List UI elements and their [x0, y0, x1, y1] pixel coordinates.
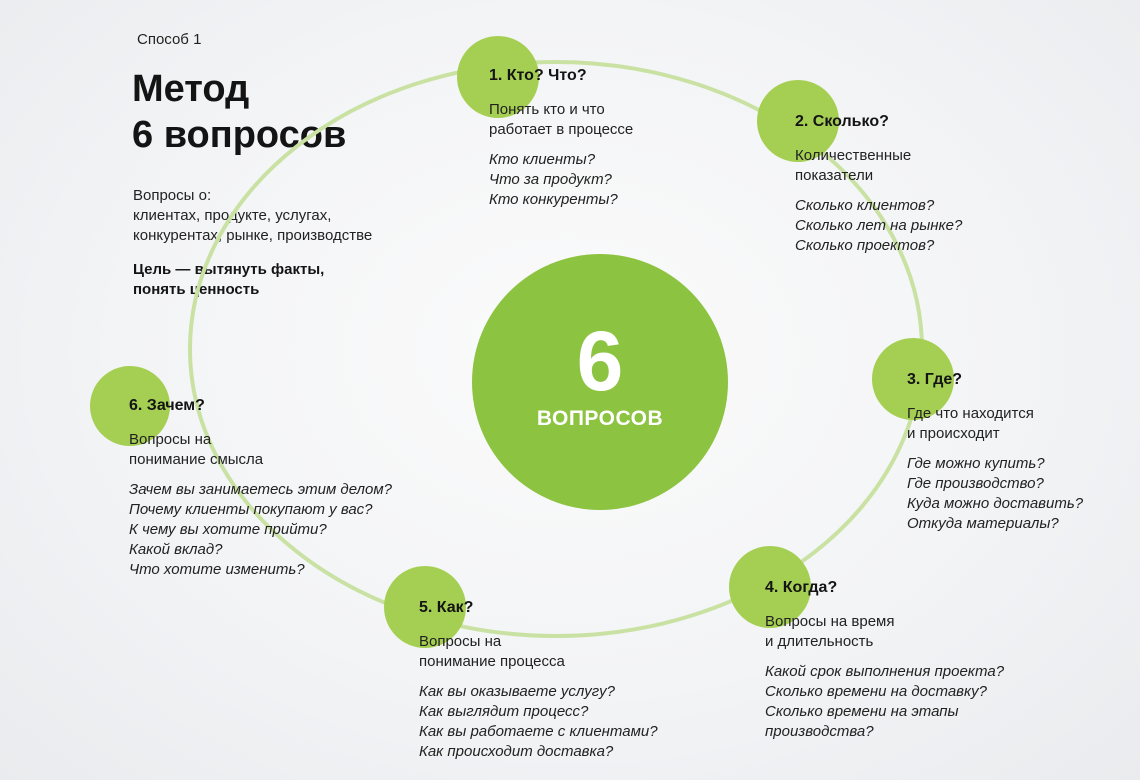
node-title: 3. Где?	[907, 371, 963, 388]
node-description	[907, 404, 1083, 444]
question: Сколько времени на этапы	[765, 703, 959, 720]
question: Как происходит доставка?	[419, 743, 614, 760]
description-line: Вопросы на	[419, 633, 502, 650]
center-label: ВОПРОСОВ	[536, 407, 664, 430]
question: Зачем вы занимаетесь этим делом?	[129, 481, 392, 498]
node-6	[129, 396, 392, 580]
description-line: Вопросы на	[129, 431, 212, 448]
node-4	[765, 578, 1004, 742]
description-line: работает в процессе	[489, 121, 634, 138]
question: Как вы оказываете услугу?	[419, 683, 615, 700]
node-1	[489, 66, 633, 210]
description-line: показатели	[795, 167, 874, 184]
question: Где можно купить?	[907, 455, 1045, 472]
question: Где производство?	[907, 475, 1044, 492]
intro-line: клиентах, продукте, услугах,	[133, 207, 332, 224]
description-line: понимание смысла	[129, 451, 264, 468]
node-title: 6. Зачем?	[129, 397, 205, 414]
node-title: 1. Кто? Что?	[489, 67, 587, 84]
node-title: 2. Сколько?	[795, 113, 889, 130]
description-line: и длительность	[765, 633, 874, 650]
node-questions	[419, 682, 658, 762]
question: Почему клиенты покупают у вас?	[129, 501, 373, 518]
node-questions	[765, 662, 1004, 742]
description-line: и происходит	[907, 425, 1000, 442]
description-line: понимание процесса	[419, 653, 565, 670]
node-title: 4. Когда?	[765, 579, 838, 596]
node-description	[419, 632, 658, 672]
question: Кто клиенты?	[489, 151, 596, 168]
question: Откуда материалы?	[907, 515, 1059, 532]
question: Кто конкуренты?	[489, 191, 618, 208]
node-2	[795, 112, 962, 256]
question: Сколько времени на доставку?	[765, 683, 987, 700]
question: К чему вы хотите прийти?	[129, 521, 327, 538]
node-questions	[907, 454, 1083, 534]
question: Куда можно доставить?	[907, 495, 1084, 512]
question: Что хотите изменить?	[129, 561, 305, 578]
question: Что за продукт?	[489, 171, 612, 188]
node-5	[419, 598, 658, 762]
center-number: 6	[576, 314, 624, 408]
title-line-2: 6 вопросов	[132, 114, 347, 156]
center-circle	[472, 254, 728, 510]
description-line: Понять кто и что	[489, 101, 605, 118]
goal-line: Цель — вытянуть факты,	[133, 261, 325, 278]
node-description	[765, 612, 1004, 652]
node-title: 5. Как?	[419, 599, 474, 616]
question: Сколько проектов?	[795, 237, 935, 254]
question: Сколько клиентов?	[795, 197, 935, 214]
goal-line: понять ценность	[133, 281, 260, 298]
node-3	[907, 370, 1083, 534]
node-description	[795, 146, 962, 186]
question: Сколько лет на рынке?	[795, 217, 963, 234]
title-line-1: Метод	[132, 68, 250, 110]
question: Какой срок выполнения проекта?	[765, 663, 1005, 680]
description-line: Вопросы на время	[765, 613, 895, 630]
node-questions	[489, 150, 633, 210]
description-line: Количественные	[795, 147, 912, 164]
question: производства?	[765, 723, 874, 740]
node-description	[489, 100, 633, 140]
node-questions	[795, 196, 962, 256]
node-questions	[129, 480, 392, 580]
question: Как выглядит процесс?	[419, 703, 589, 720]
node-description	[129, 430, 392, 470]
intro-line: конкурентах, рынке, производстве	[133, 227, 373, 244]
intro-line: Вопросы о:	[133, 187, 212, 204]
question: Как вы работаете с клиентами?	[419, 723, 658, 740]
method-number: Способ 1	[137, 31, 202, 48]
question: Какой вклад?	[129, 541, 223, 558]
description-line: Где что находится	[907, 405, 1034, 422]
